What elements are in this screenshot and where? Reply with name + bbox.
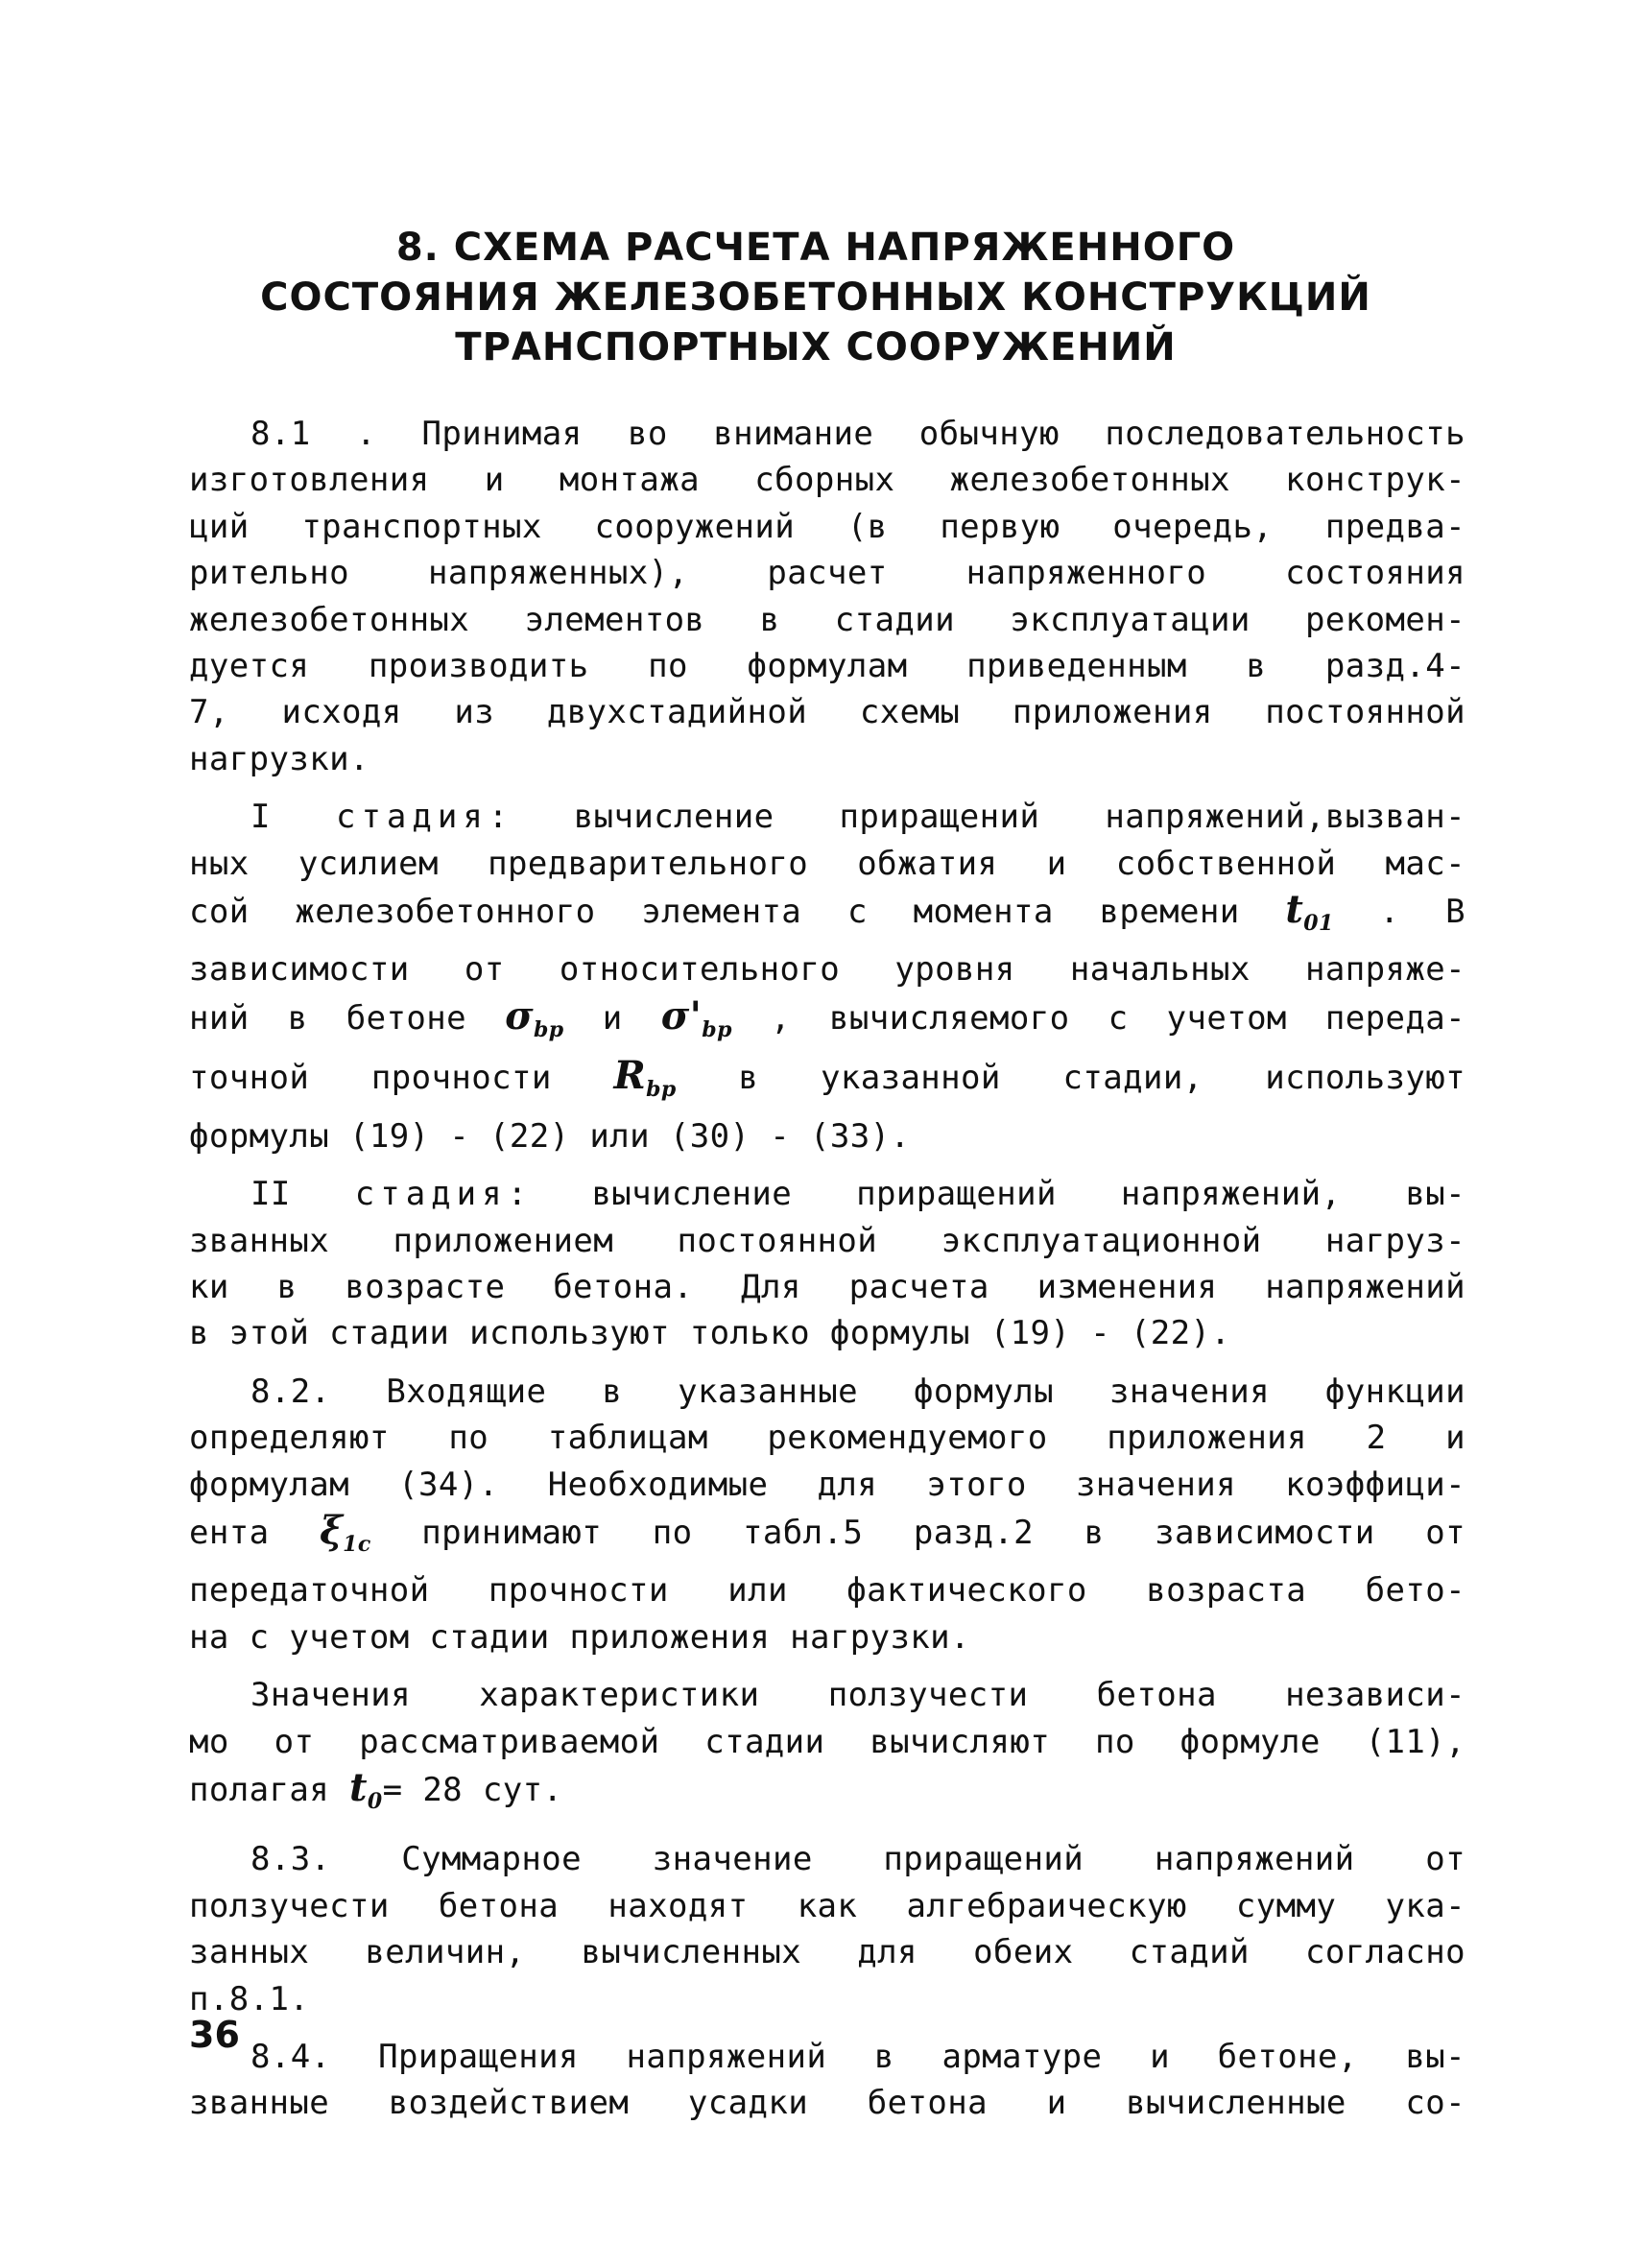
text-line [189,1765,1465,1825]
symbol-r-bp [613,1053,677,1103]
text-line [189,794,1465,840]
text-fragment: сой железобетонного элемента с момента времени [189,893,1240,932]
paragraph-creep [189,1672,1465,1825]
text-line: званные воздействием усадки бетона и вычисленные со- [189,2084,1465,2123]
text-fragment: , вычисляемого с учетом переда- [771,998,1466,1038]
text-line: нагрузки. [189,739,369,778]
text-line: 8.4. Приращения напряжений в арматуре и бетоне, вы- [250,2038,1465,2076]
text-fragment: в указанной стадии, используют [738,1059,1465,1098]
text-line: рительно напряженных), расчет напряженного состояния [189,554,1465,593]
text-line: определяют по таблицам рекомендуемого приложения 2 и [189,1419,1465,1458]
section-title-line-2: СОСТОЯНИЯ ЖЕЛЕЗОБЕТОННЫХ КОНСТРУКЦИЙ [260,275,1371,320]
text-line: ки в возрасте бетона. Для расчета изменения напряжений [189,1267,1465,1306]
text-line: ций транспортных сооружений (в первую очередь, предва- [189,507,1465,546]
symbol-subscript: bp [534,1016,564,1042]
text-fragment: и [602,998,623,1038]
paragraph-stage-2 [189,1171,1465,1357]
body-text [189,411,1465,2138]
symbol-subscript: 1c [343,1531,371,1557]
text-line: Значения характеристики ползучести бетона независи- [250,1676,1465,1715]
text-line: железобетонных элементов в стадии эксплуатации рекомен- [189,600,1465,639]
symbol-xi-1c [320,1507,371,1557]
text-line: мо от рассматриваемой стадии вычисляют по формуле (11), [189,1722,1465,1761]
text-fragment: полагая [189,1770,330,1809]
text-line: 8.3. Суммарное значение приращений напряжений от [250,1840,1465,1879]
text-line: формулам (34). Необходимые для этого значения коэффици- [189,1465,1465,1504]
text-fragment: ента [189,1513,270,1552]
stage-number: I [250,798,271,837]
symbol-main: R [613,1053,647,1099]
symbol-main: ξ [320,1507,344,1553]
text-line: формулы (19) - (22) или (30) - (33). [189,1116,911,1156]
paragraph-8-3 [189,1836,1465,2022]
text-line [189,993,1465,1053]
text-line: 7, исходя из двухстадийной схемы приложения постоянной [189,693,1465,732]
section-title-line-3: ТРАНСПОРТНЫХ СООРУЖЕНИЙ [455,325,1177,370]
stage-label: стадия [335,798,488,837]
symbol-subscript: bp [702,1016,732,1042]
text-line: 8.2. Входящие в указанные формулы значения функции [250,1372,1465,1411]
stage-number: II [250,1175,291,1214]
symbol-main: t [1285,887,1304,933]
symbol-subscript: bp [646,1077,677,1103]
text-fragment: ний в бетоне [189,998,466,1038]
symbol-t01 [1285,887,1334,937]
symbol-subscript: 01 [1303,911,1334,937]
text-fragment: принимают по табл.5 разд.2 в зависимости от [421,1513,1465,1552]
symbol-t0 [348,1764,383,1814]
text-line: передаточной прочности или фактического возраста бето- [189,1571,1465,1611]
text-line: в этой стадии используют только формулы (19) - (22). [189,1314,1231,1353]
text-line: на с учетом стадии приложения нагрузки. [189,1617,970,1657]
paragraph-stage-1 [189,794,1465,1159]
text-line [189,1171,1465,1217]
text-fragment: точной прочности [189,1059,552,1098]
text-fragment: = 28 сут. [382,1770,563,1809]
text-line [189,887,1465,946]
symbol-sigma-bp [505,992,564,1042]
paragraph-8-4 [189,2034,1465,2127]
text-line [189,1508,1465,1567]
symbol-main: t [348,1764,368,1810]
text-line [189,1053,1465,1112]
symbol-main: σ [505,992,535,1039]
symbol-main: σ' [660,992,703,1039]
page-number: 36 [189,2014,240,2056]
text-line: изготовления и монтажа сборных железобетонных конструк- [189,461,1465,500]
text-line: 8.1 . Принимая во внимание обычную последовательность [250,415,1465,453]
text-line: дуется производить по формулам приведенным в разд.4- [189,647,1465,686]
paragraph-8-1 [189,411,1465,782]
text-line: ползучести бетона находят как алгебраическую сумму ука- [189,1886,1465,1925]
text-line: ных усилием предварительного обжатия и собственной мас- [189,844,1465,883]
text-fragment: : вычисление приращений напряжений, вы- [507,1175,1465,1214]
section-title-line-1: 8. СХЕМА РАСЧЕТА НАПРЯЖЕННОГО [395,226,1236,270]
text-line: зависимости от относительного уровня начальных напряже- [189,950,1465,990]
stage-label: стадия [354,1175,508,1214]
text-fragment: . В [1379,893,1466,932]
paragraph-8-2 [189,1369,1465,1660]
symbol-subscript: 0 [367,1788,383,1814]
text-line: званных приложением постоянной эксплуатационной нагруз- [189,1221,1465,1260]
section-title [144,223,1488,372]
symbol-sigma-prime-bp [660,992,732,1042]
text-line: занных величин, вычисленных для обеих стадий согласно [189,1933,1465,1972]
text-line: п.8.1. [189,1979,310,2018]
text-fragment: : вычисление приращений напряжений,вызван- [488,798,1465,837]
